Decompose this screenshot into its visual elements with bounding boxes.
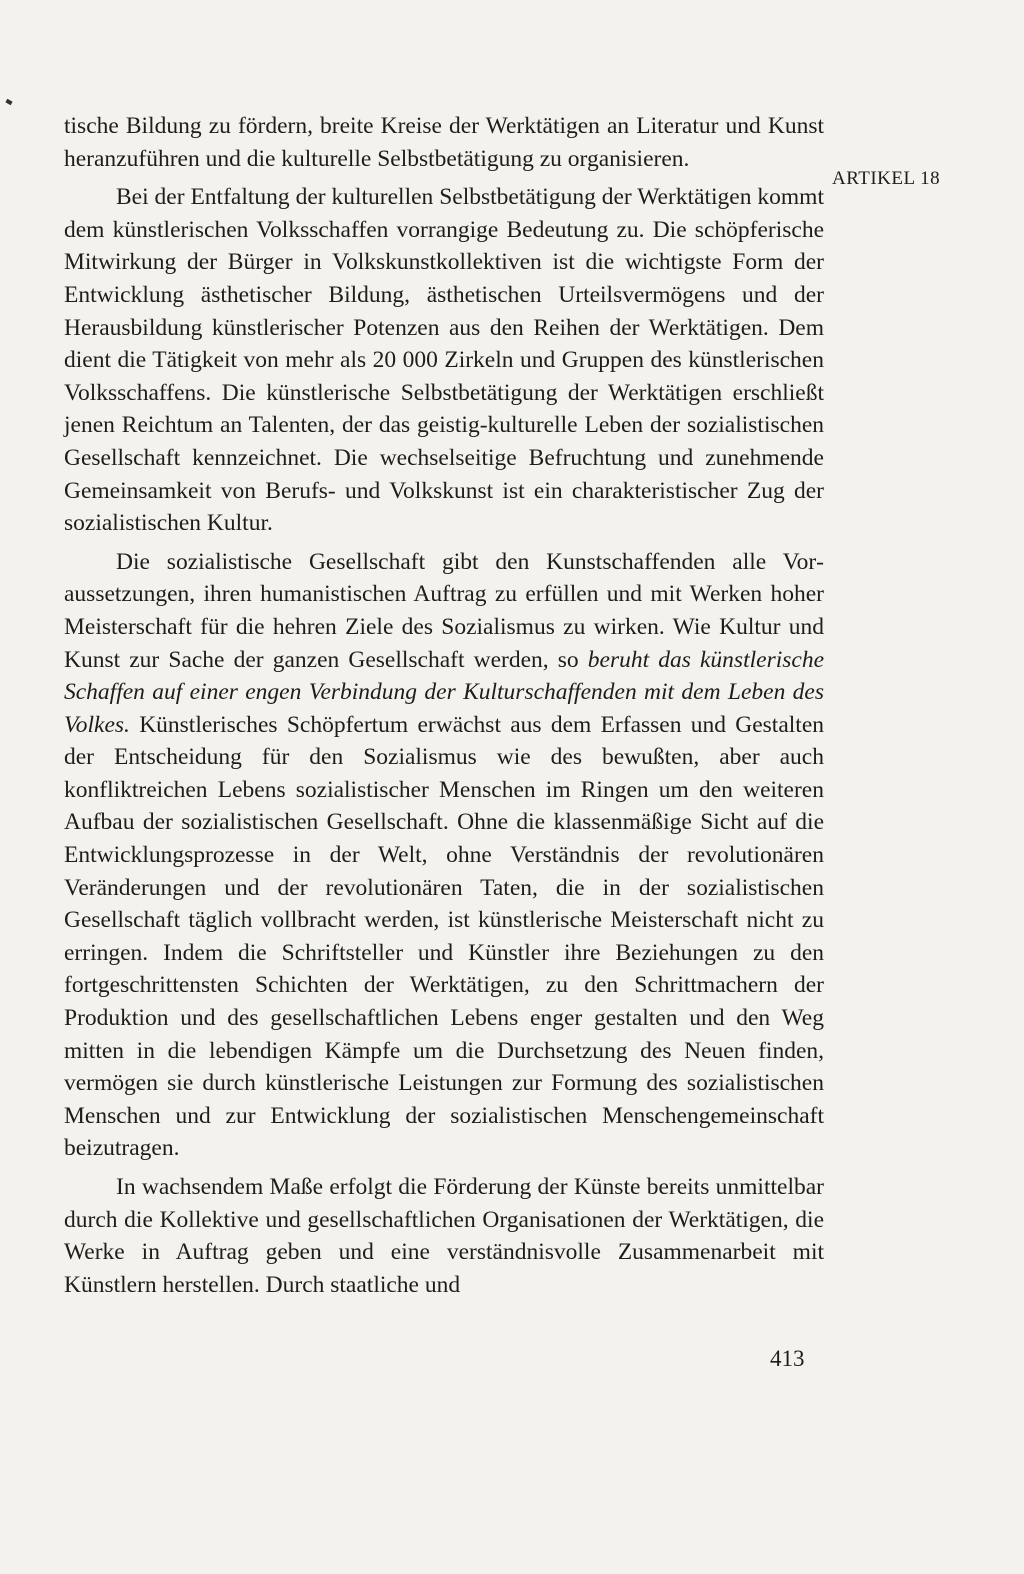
body-text (64, 110, 824, 1301)
paragraph-4: In wachsendem Maße erfolgt die Förderung der Künste bereits unmittelbar durch die Kollektive und gesellschaftlichen Organisationen der Werktätigen, die Werke in Auftrag geben und eine verständnisvolle Zusammenarbeit mit Künstlern herstellen. Durch staatliche und (64, 1174, 824, 1298)
paragraph-3-rest: Künstlerisches Schöpfertum erwächst aus dem Erfassen und Gestalten der Entscheidung für den Sozialismus wie des bewußten, aber auch konfliktreichen Lebens sozialistischer Menschen im Ringen um den weiteren Aufbau der sozialistischen Gesellschaft. Ohne die klassenmäßige Sicht auf die Entwicklungsprozesse in der Welt, ohne Verständnis der revolutionären Veränderungen und der revolutionären Taten, die in der sozialistischen Gesellschaft täglich vollbracht werden, ist künstlerische Meisterschaft nicht zu erringen. Indem die Schriftsteller und Künstler ihre Beziehungen zu den fortgeschrittensten Schichten der Werktätigen, zu den Schrittmachern der Produktion und des gesellschaftlichen Lebens enger gestalten und den Weg mitten in die lebendigen Kämpfe um die Durchsetzung des Neuen finden, vermögen sie durch künstlerische Leistungen zur Formung des sozialistischen Menschen und zur Entwicklung der sozialistischen Menschengemeinschaft beizutragen. (64, 711, 824, 1162)
paragraph-3-emphasis: beruht das künstlerische Schaffen auf einer engen Verbindung der Kulturschaffenden mit dem Leben des Volkes. (64, 646, 824, 738)
paragraph-3-lead: Die sozialistische Gesellschaft gibt den Kunstschaffenden alle Voraussetzungen, ihren humanistischen Auftrag zu erfüllen und mit Werken hoher Meisterschaft für die hehren Ziele des Sozialismus zu wirken. Wie Kultur und Kunst zur Sache der ganzen Gesellschaft werden, so (64, 548, 824, 673)
paragraph-1: tische Bildung zu fördern, breite Kreise der Werktätigen an Literatur und Kunst heranzuführen und die kulturelle Selbstbetätigung zu organisieren. (64, 113, 824, 172)
page-number: 413 (770, 1346, 805, 1371)
margin-note-article: ARTIKEL 18 (832, 168, 941, 189)
paragraph-2: Bei der Entfaltung der kulturellen Selbstbetätigung der Werktätigen kommt dem künstlerischen Volksschaffen vorrangige Bedeutung zu. Die schöpferische Mitwirkung der Bürger in Volkskunstkollektiven ist die wichtigste Form der Entwicklung ästhetischer Bildung, ästhetischen Urteilsvermögens und der Herausbildung künstlerischer Potenzen aus den Reihen der Werktätigen. Dem dient die Tätigkeit von mehr als 20 000 Zirkeln und Gruppen des künstlerischen Volksschaffens. Die künstlerische Selbstbetätigung der Werktätigen erschließt jenen Reichtum an Talenten, der das geistig-kulturelle Leben der sozialistischen Gesellschaft kennzeichnet. Die wechselseitige Befruchtung und zunehmende Gemeinsamkeit von Berufs- und Volkskunst ist ein charakteristischer Zug der sozialistischen Kultur. (64, 184, 824, 537)
scan-mark (5, 99, 12, 105)
paragraph-3 (64, 546, 824, 1165)
